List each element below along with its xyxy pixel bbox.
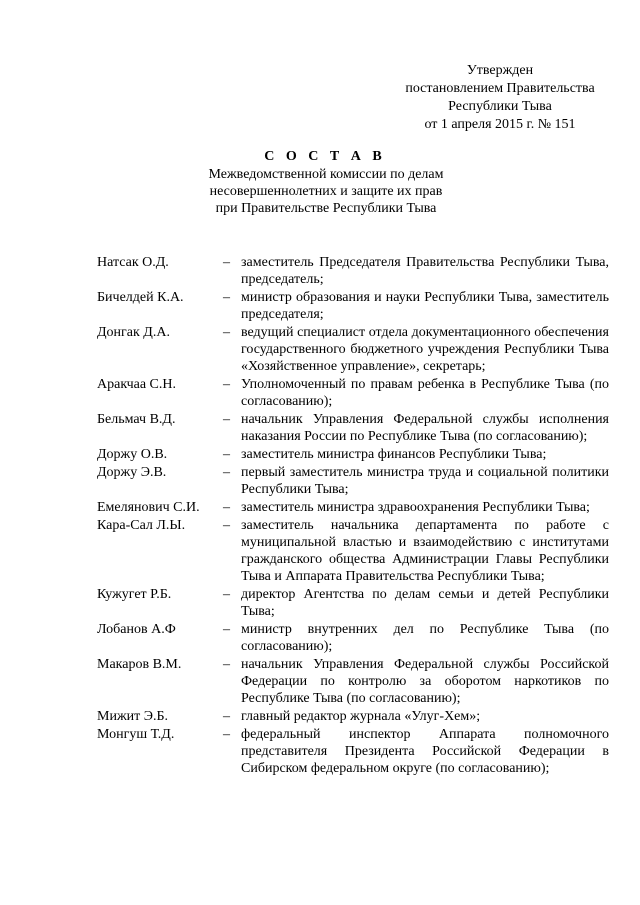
document-title [0,148,640,217]
member-role: министр внутренних дел по Республике Тыва (по согласованию); [241,622,609,654]
member-role: заместитель министра финансов Республики Тыва; [241,447,547,462]
member-name: Натсак О.Д. [97,255,169,270]
member-role: главный редактор журнала «Улуг-Хем»; [241,709,481,724]
member-name: Аракчаа С.Н. [97,377,176,392]
member-row [97,411,609,445]
approval-stamp [400,62,600,134]
approval-line-date: от 1 апреля 2015 г. № 151 [424,117,576,132]
member-role: ведущий специалист отдела документационного обеспечения государственного бюджетного учреждения Республики Тыва «Хозяйственное управление», секретарь; [241,325,609,374]
member-name: Монгуш Т.Д. [97,727,175,742]
member-dash: – [223,377,230,392]
member-dash: – [223,622,230,637]
approval-line-resolution: постановлением Правительства [405,81,595,96]
member-name: Донгак Д.А. [97,325,170,340]
member-row [97,499,609,516]
member-dash: – [223,587,230,602]
member-dash: – [223,325,230,340]
member-role: Уполномоченный по правам ребенка в Республике Тыва (по согласованию); [241,377,609,409]
member-role: начальник Управления Федеральной службы исполнения наказания России по Республике Тыва (по согласованию); [241,412,609,444]
member-row [97,376,609,410]
title-line-1: Межведомственной комиссии по делам [208,167,444,182]
member-row [97,726,609,777]
member-dash: – [223,727,230,742]
member-role: заместитель начальника департамента по работе с муниципальной властью и взаимодействию с институтами гражданского общества Администрации Главы Республики Тыва и Аппарата Правительства Республики Тыва; [241,518,609,584]
member-name: Емелянович С.И. [97,500,200,515]
member-row [97,586,609,620]
member-dash: – [223,465,230,480]
member-name: Доржу О.В. [97,447,168,462]
member-name: Бельмач В.Д. [97,412,176,427]
member-name: Кара-Сал Л.Ы. [97,518,186,533]
member-dash: – [223,412,230,427]
member-role: начальник Управления Федеральной службы Российской Федерации по контролю за оборотом наркотиков по Республике Тыва (по согласованию); [241,657,609,706]
title-line-3: при Правительстве Республики Тыва [215,201,437,216]
member-role: первый заместитель министра труда и социальной политики Республики Тыва; [241,465,609,497]
member-name: Мижит Э.Б. [97,709,169,724]
approval-line-approved: Утвержден [466,63,534,78]
member-row [97,254,609,288]
member-row [97,464,609,498]
member-dash: – [223,290,230,305]
member-row [97,621,609,655]
member-row [97,517,609,585]
member-name: Макаров В.М. [97,657,182,672]
member-row [97,708,609,725]
member-dash: – [223,518,230,533]
member-dash: – [223,255,230,270]
member-row [97,656,609,707]
member-dash: – [223,657,230,672]
member-name: Кужугет Р.Б. [97,587,172,602]
title-line-2: несовершеннолетних и защите их прав [209,184,443,199]
member-role: федеральный инспектор Аппарата полномочного представителя Президента Российской Федерации в Сибирском федеральном округе (по согласованию); [241,727,609,776]
members-list [97,254,609,778]
member-row [97,324,609,375]
member-name: Лобанов А.Ф [97,622,176,637]
member-row [97,289,609,323]
member-dash: – [223,447,230,462]
approval-line-republic: Республики Тыва [448,99,552,114]
member-role: заместитель Председателя Правительства Республики Тыва, председатель; [241,255,609,287]
member-row [97,446,609,463]
member-role: директор Агентства по делам семьи и детей Республики Тыва; [241,587,609,619]
member-dash: – [223,500,230,515]
title-heading: С О С Т А В [264,149,386,164]
member-role: заместитель министра здравоохранения Республики Тыва; [241,500,590,515]
member-name: Бичелдей К.А. [97,290,184,305]
member-name: Доржу Э.В. [97,465,167,480]
member-role: министр образования и науки Республики Тыва, заместитель председателя; [241,290,609,322]
member-dash: – [223,709,230,724]
